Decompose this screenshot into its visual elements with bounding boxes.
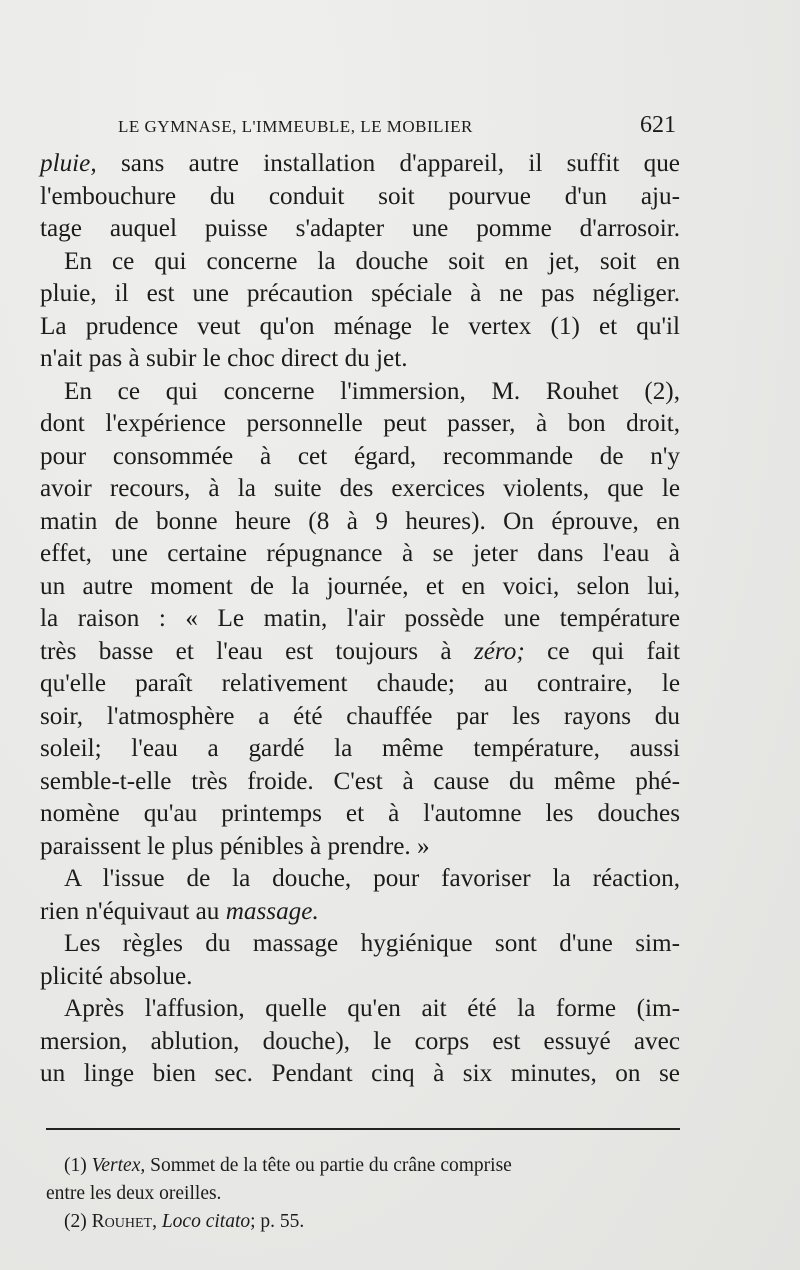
text-line: rien n'équivaut au massage. — [40, 897, 319, 925]
text-line: semble-t-elle très froide. C'est à cause du même phé- — [40, 767, 680, 795]
text-line: très basse et l'eau est toujours à zéro; ce qui fait — [40, 637, 681, 665]
footnote-divider — [46, 1128, 680, 1130]
text-line: soir, l'atmosphère a été chauffée par les rayons du — [40, 702, 680, 730]
footnote-author: Rouhet, — [91, 1211, 157, 1232]
footnote-1: (1) Vertex, Sommet de la tête ou partie du crâne comprise — [64, 1155, 512, 1176]
text-line: un autre moment de la journée, et en voici, selon lui, — [40, 572, 680, 600]
footnote-1-continuation: entre les deux oreilles. — [46, 1183, 222, 1204]
text-line: En ce qui concerne l'immersion, M. Rouhet (2), — [64, 377, 680, 405]
text-line: l'embouchure du conduit soit pourvue d'un aju- — [40, 182, 680, 210]
text-line: Après l'affusion, quelle qu'en ait été la forme (im- — [64, 995, 680, 1022]
footnotes — [46, 1152, 686, 1236]
page-header — [118, 112, 676, 142]
footnote-2: (2) Rouhet, Loco citato; p. 55. — [64, 1211, 305, 1232]
text-line: un linge bien sec. Pendant cinq à six minutes, on se — [40, 1060, 680, 1087]
text-line: plicité absolue. — [40, 962, 193, 990]
text-line: la raison : « Le matin, l'air possède une température — [40, 605, 680, 632]
italic-text: massage. — [225, 897, 319, 925]
text-line: effet, une certaine répugnance à se jeter dans l'eau à — [40, 540, 680, 567]
body-text — [40, 148, 680, 1091]
running-title: LE GYMNASE, L'IMMEUBLE, LE MOBILIER — [118, 117, 473, 136]
text-line: Les règles du massage hygiénique sont d'une sim- — [64, 930, 680, 957]
italic-text: pluie, — [40, 150, 97, 177]
text-line: tage auquel puisse s'adapter une pomme d'arrosoir. — [40, 215, 680, 242]
italic-text: Loco citato — [161, 1211, 251, 1232]
text-line: paraissent le plus pénibles à prendre. » — [40, 832, 430, 860]
text-line: A l'issue de la douche, pour favoriser la réaction, — [64, 865, 680, 892]
italic-text: zéro; — [473, 637, 525, 665]
text-line: n'ait pas à subir le choc direct du jet. — [40, 345, 408, 372]
text-line: mersion, ablution, douche), le corps est essuyé avec — [40, 1027, 680, 1055]
text-line: qu'elle paraît relativement chaude; au contraire, le — [40, 670, 680, 697]
text-line: La prudence veut qu'on ménage le vertex (1) et qu'il — [40, 312, 680, 340]
text-line: avoir recours, à la suite des exercices violents, que le — [40, 475, 680, 502]
text-line: dont l'expérience personnelle peut passer, à bon droit, — [40, 410, 680, 437]
page-number: 621 — [640, 112, 676, 138]
text-line: soleil; l'eau a gardé la même température, aussi — [40, 735, 680, 762]
text-line: pluie, sans autre installation d'appareil, il suffit que — [40, 150, 680, 177]
text-line: matin de bonne heure (8 à 9 heures). On éprouve, en — [40, 507, 680, 535]
text-line: pour consommée à cet égard, recommande de n'y — [40, 442, 680, 470]
text-line: nomène qu'au printemps et à l'automne les douches — [40, 800, 680, 827]
italic-text: Vertex, — [91, 1155, 146, 1176]
text-line: pluie, il est une précaution spéciale à ne pas négliger. — [40, 280, 680, 307]
text-line: En ce qui concerne la douche soit en jet, soit en — [64, 247, 680, 275]
